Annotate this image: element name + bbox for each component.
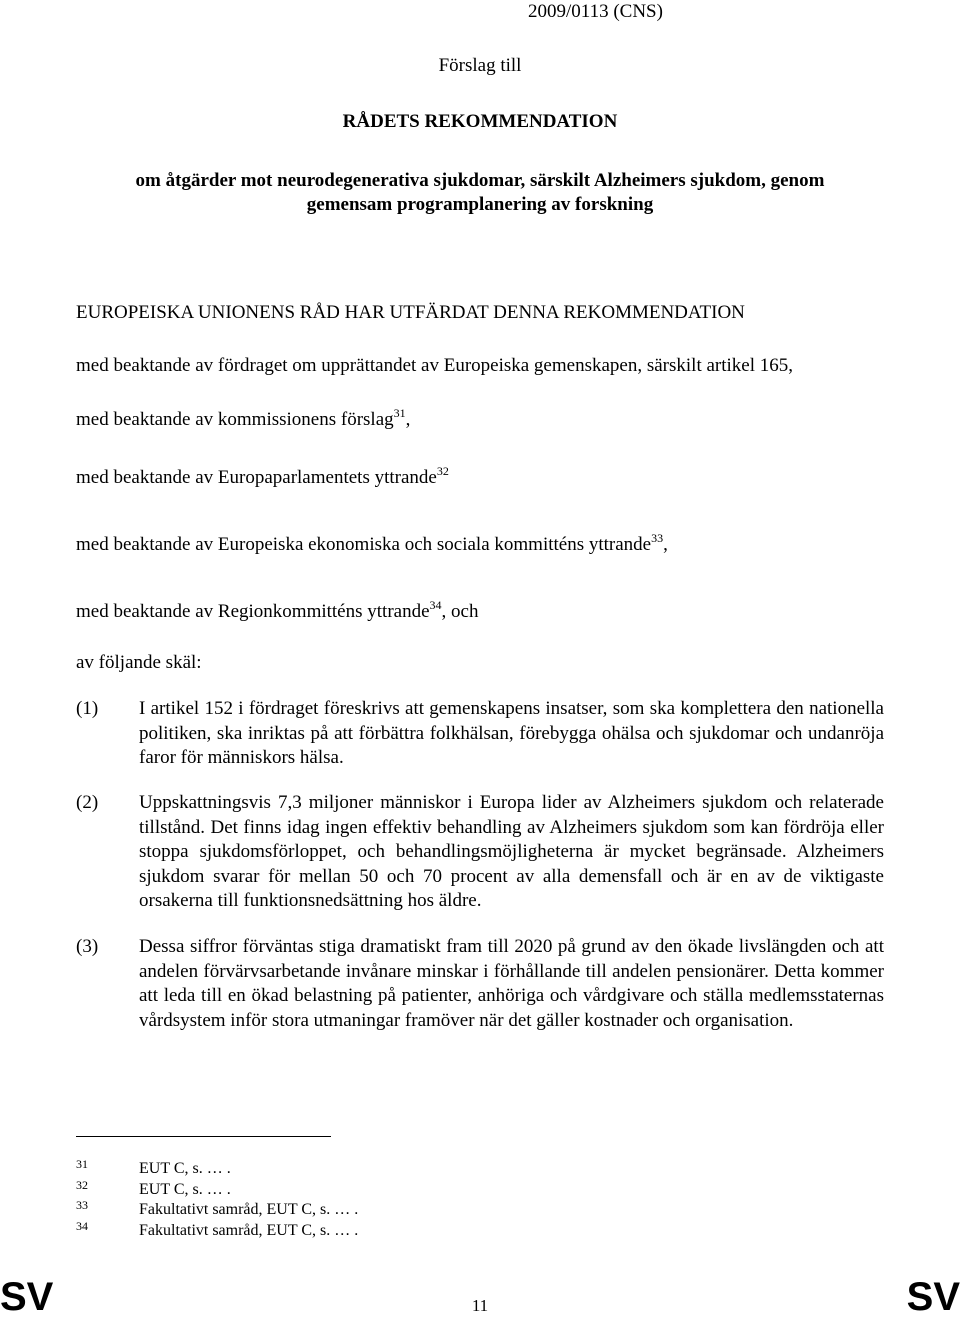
subject-line-2: gemensam programplanering av forskning — [306, 194, 654, 215]
citation-text: med beaktande av Europeiska ekonomiska och sociala kommitténs yttrande — [76, 534, 652, 555]
footnote-number: 33 — [76, 1198, 88, 1212]
footnote-text: EUT C, s. … . — [139, 1160, 231, 1177]
recital-text: Dessa siffror förväntas stiga dramatiskt fram till 2020 på grund av den ökade livslängden och att andelen förvärvsarbetande invånare minskar i förhållande till andelen pensionärer. Detta kommer att leda till en ökad belastning på patienter, anhöriga och vårdgivare och ställa medlemsstaternas vårdsystem inför stora utmaningar framöver när det gäller kostnader och organisation. — [139, 936, 884, 1031]
language-code-left: SV — [0, 1275, 54, 1319]
footnote-text: EUT C, s. … . — [139, 1181, 231, 1198]
proposal-label: Förslag till — [438, 55, 522, 76]
footnote-text: Fakultativt samråd, EUT C, s. … . — [139, 1222, 359, 1239]
recital-text: I artikel 152 i fördraget föreskrivs att gemenskapens insatser, som ska komplettera den nationella politiken, ska inriktas på att förbättra folkhälsan, förebygga ohälsa och sjukdomar och undanröja faror för människors hälsa. — [139, 698, 884, 768]
recital-number: (1) — [76, 698, 99, 719]
subject-line-1: om åtgärder mot neurodegenerativa sjukdomar, särskilt Alzheimers sjukdom, genom — [135, 170, 825, 191]
citation-text: med beaktande av fördraget om upprättandet av Europeiska gemenskapen, särskilt artikel 165, — [76, 355, 793, 376]
enacting-formula: EUROPEISKA UNIONENS RÅD HAR UTFÄRDAT DENNA REKOMMENDATION — [76, 302, 745, 323]
footnote-separator — [76, 1136, 331, 1137]
citation-tail: , och — [441, 601, 479, 622]
page-number: 11 — [471, 1296, 489, 1315]
footnote-number: 32 — [76, 1178, 88, 1192]
citation-text: med beaktande av Europaparlamentets yttrande — [76, 467, 437, 488]
footnote-ref[interactable]: 32 — [436, 464, 449, 478]
footnote-text: Fakultativt samråd, EUT C, s. … . — [139, 1201, 359, 1218]
recital-text: Uppskattningsvis 7,3 miljoner människor i Europa lider av Alzheimers sjukdom och relaterade tillstånd. Det finns idag ingen effektiv behandling av Alzheimers sjukdom som kan fördröja eller stoppa sjukdomsförloppet, och behandlingsmöjligheterna är mycket begränsade. Alzheimers sjukdom svarar för mellan 50 och 70 procent av alla demensfall och är en av de viktigaste orsakerna till funktionsnedsättning hos äldre. — [139, 792, 884, 911]
citation-tail: , — [663, 534, 668, 555]
recital-number: (2) — [76, 792, 99, 813]
citation-eesc-opinion — [76, 533, 668, 557]
document-reference: 2009/0113 (CNS) — [528, 1, 663, 22]
footnote-ref[interactable]: 33 — [651, 531, 664, 545]
whereas-intro: av följande skäl: — [76, 652, 202, 673]
citation-parliament-opinion — [76, 466, 449, 490]
citation-text: med beaktande av kommissionens förslag — [76, 409, 394, 430]
language-code-right: SV — [906, 1275, 960, 1319]
citation-text: med beaktande av Regionkommitténs yttrande — [76, 601, 430, 622]
citation-tail: , — [405, 409, 411, 430]
citation-cor-opinion — [76, 600, 478, 624]
citation-commission-proposal — [76, 408, 410, 432]
act-title: RÅDETS REKOMMENDATION — [342, 111, 618, 132]
footnote-ref[interactable]: 34 — [429, 598, 442, 612]
footnote-number: 31 — [76, 1157, 88, 1171]
recital-number: (3) — [76, 936, 99, 957]
citation-treaty — [76, 354, 793, 378]
footnote-number: 34 — [76, 1219, 88, 1233]
footnote-ref[interactable]: 31 — [393, 406, 406, 420]
